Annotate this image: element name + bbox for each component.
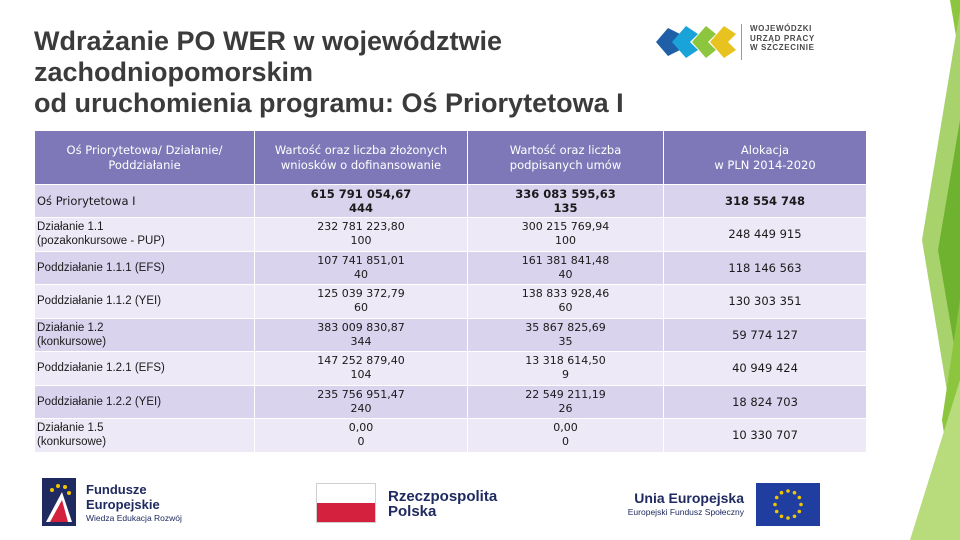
- submitted-cell: 235 756 951,47 240: [255, 385, 468, 419]
- wup-logo-text: [750, 24, 860, 53]
- row-name: Oś Priorytetowa I: [35, 185, 255, 218]
- wup-line-3: W SZCZECINIE: [750, 43, 815, 52]
- title-line-3: od uruchomienia programu: Oś Priorytetowa I: [34, 88, 624, 118]
- signed-cell: 300 215 769,94 100: [468, 218, 664, 252]
- signed-cell: 35 867 825,69 35: [468, 318, 664, 352]
- rp-line-2: Polska: [388, 503, 437, 520]
- header-axis: Oś Priorytetowa/ Działanie/ Poddziałanie: [35, 131, 255, 185]
- table-row: [35, 318, 867, 352]
- row-name: Działanie 1.1 (pozakonkursowe - PUP): [35, 218, 255, 252]
- table-row: [35, 352, 867, 386]
- submitted-cell: 125 039 372,79 60: [255, 285, 468, 319]
- polish-flag-icon: [316, 483, 376, 523]
- submitted-cell: 107 741 851,01 40: [255, 251, 468, 285]
- submitted-cell: 147 252 879,40 104: [255, 352, 468, 386]
- allocation-cell: 318 554 748: [664, 185, 867, 218]
- submitted-cell: 0,00 0: [255, 419, 468, 453]
- submitted-cell: 615 791 054,67 444: [255, 185, 468, 218]
- wup-line-2: URZĄD PRACY: [750, 33, 815, 43]
- table-row: [35, 251, 867, 285]
- signed-cell: 0,00 0: [468, 419, 664, 453]
- signed-cell: 161 381 841,48 40: [468, 251, 664, 285]
- row-name: Poddziałanie 1.2.2 (YEI): [35, 385, 255, 419]
- header-signed: Wartość oraz liczba podpisanych umów: [468, 131, 664, 185]
- allocation-cell: 10 330 707: [664, 419, 867, 453]
- table-row: [35, 385, 867, 419]
- fe-line-1: Fundusze: [86, 482, 147, 497]
- logo-divider: [741, 24, 742, 60]
- signed-cell: 13 318 614,50 9: [468, 352, 664, 386]
- allocation-cell: 59 774 127: [664, 318, 867, 352]
- row-name: Poddziałanie 1.1.2 (YEI): [35, 285, 255, 319]
- row-name: Działanie 1.5 (konkursowe): [35, 419, 255, 453]
- fundusze-europejskie-text: [86, 482, 182, 524]
- allocation-cell: 40 949 424: [664, 352, 867, 386]
- row-name: Działanie 1.2 (konkursowe): [35, 318, 255, 352]
- table-row: [35, 185, 867, 218]
- row-name: Poddziałanie 1.2.1 (EFS): [35, 352, 255, 386]
- fe-line-3: Wiedza Edukacja Rozwój: [86, 513, 182, 523]
- wup-line-1: WOJEWÓDZKI: [750, 24, 812, 33]
- row-name: Poddziałanie 1.1.1 (EFS): [35, 251, 255, 285]
- submitted-cell: 383 009 830,87 344: [255, 318, 468, 352]
- table-header-row: [35, 131, 867, 185]
- rp-line-1: Rzeczpospolita: [388, 488, 498, 505]
- rzeczpospolita-text: [388, 489, 497, 519]
- signed-cell: 336 083 595,63 135: [468, 185, 664, 218]
- ue-line-2: Europejski Fundusz Społeczny: [627, 507, 744, 517]
- fundusze-europejskie-icon: [42, 478, 76, 526]
- header-allocation: Alokacja w PLN 2014-2020: [664, 131, 867, 185]
- fe-line-2: Europejskie: [86, 497, 160, 512]
- allocation-cell: 18 824 703: [664, 385, 867, 419]
- signed-cell: 22 549 211,19 26: [468, 385, 664, 419]
- footer-logos: [0, 470, 960, 540]
- table-row: [35, 218, 867, 252]
- allocation-cell: 130 303 351: [664, 285, 867, 319]
- table-row: [35, 419, 867, 453]
- data-table: [34, 130, 867, 453]
- eu-flag-icon: [756, 483, 820, 526]
- signed-cell: 138 833 928,46 60: [468, 285, 664, 319]
- allocation-cell: 118 146 563: [664, 251, 867, 285]
- unia-europejska-text: [614, 490, 744, 518]
- submitted-cell: 232 781 223,80 100: [255, 218, 468, 252]
- allocation-cell: 248 449 915: [664, 218, 867, 252]
- header-submitted: Wartość oraz liczba złożonych wniosków o dofinansowanie: [255, 131, 468, 185]
- title-line-1: Wdrażanie PO WER w województwie: [34, 26, 503, 56]
- ue-line-1: Unia Europejska: [634, 490, 744, 506]
- table-row: [35, 285, 867, 319]
- title-line-2: zachodniopomorskim: [34, 57, 314, 87]
- page-title: [34, 26, 674, 119]
